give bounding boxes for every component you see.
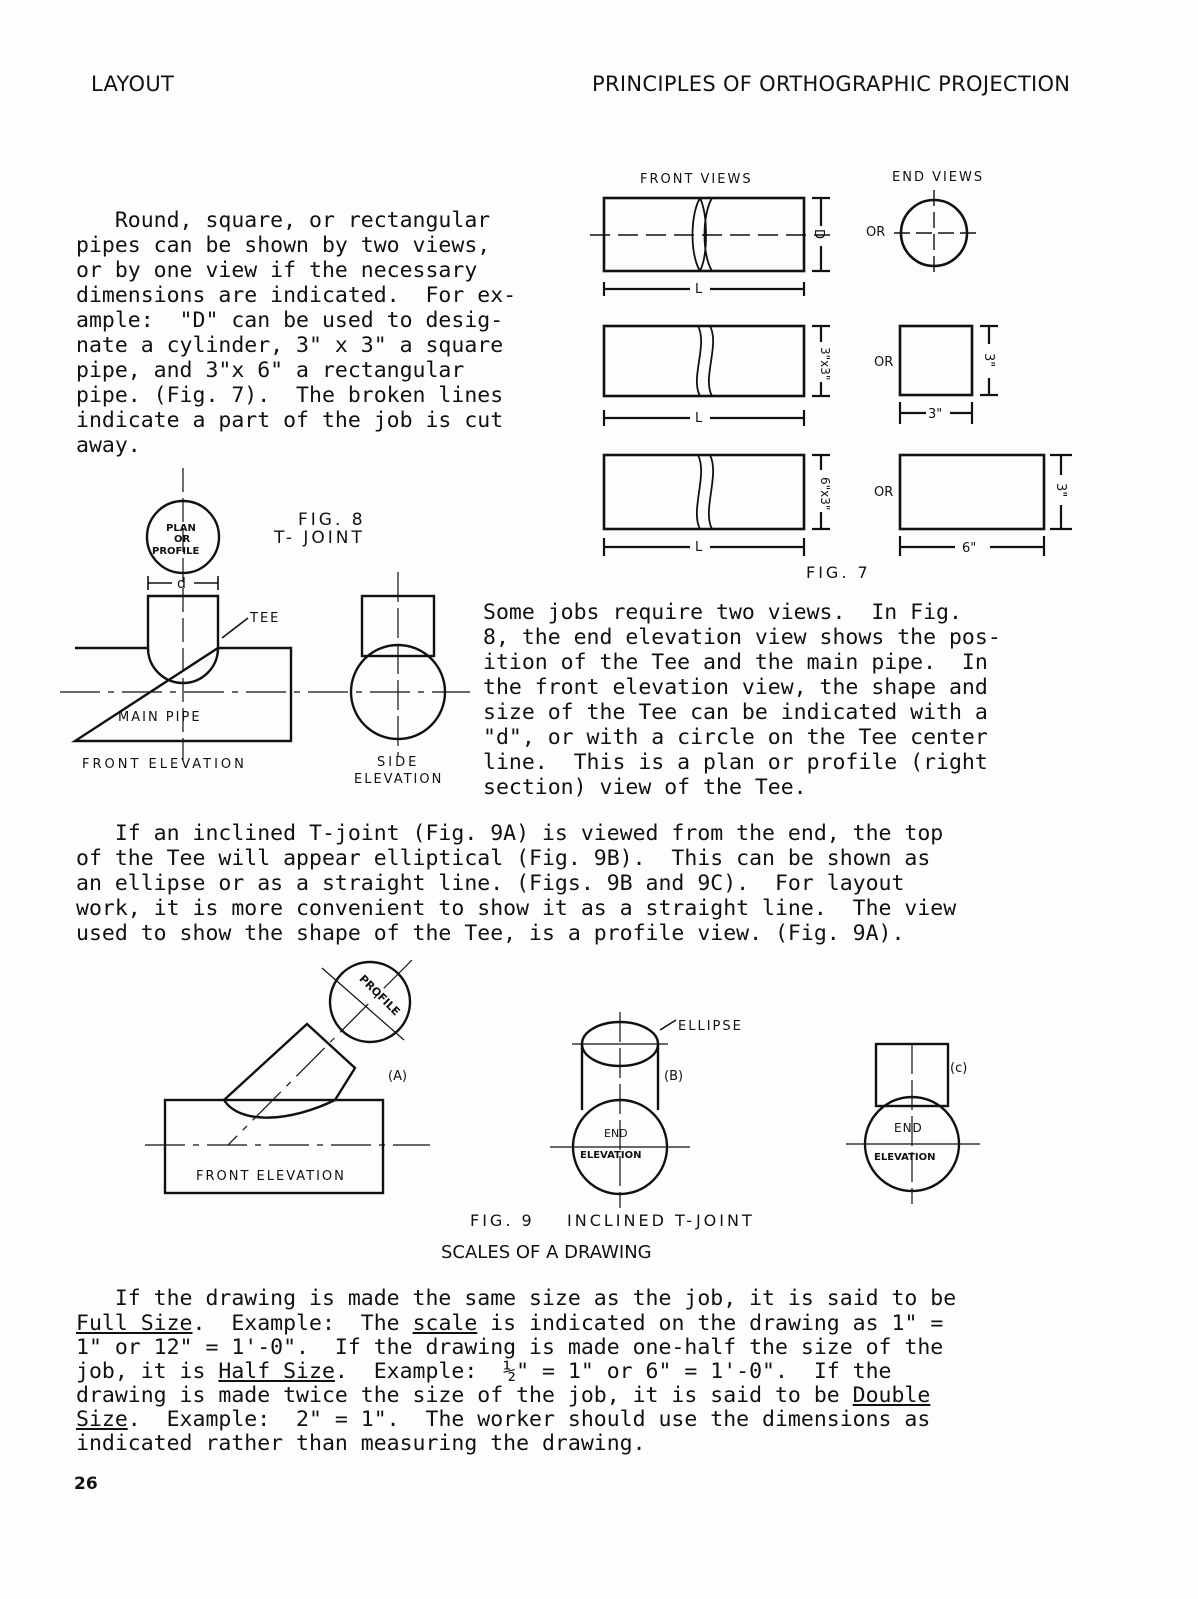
fig8-or-label: OR bbox=[174, 534, 191, 545]
paragraph-line: Some jobs require two views. In Fig. bbox=[483, 600, 962, 625]
paragraph-line: 8, the end elevation view shows the pos- bbox=[483, 625, 1001, 650]
paragraph-line: ample: "D" can be used to desig- bbox=[76, 308, 504, 333]
paragraph-line: line. This is a plan or profile (right bbox=[483, 750, 988, 775]
fig9-caption: FIG. 9 INCLINED T-JOINT bbox=[470, 1211, 755, 1230]
header-left: LAYOUT bbox=[91, 72, 175, 96]
paragraph-line: of the Tee will appear elliptical (Fig. 9B). This can be shown as bbox=[76, 846, 931, 871]
fig9-elevation-label-c: ELEVATION bbox=[874, 1152, 936, 1163]
fig7-l-label: L bbox=[695, 540, 703, 555]
paragraph-line: indicated rather than measuring the drawing. bbox=[76, 1431, 646, 1456]
paragraph-line bbox=[76, 1359, 892, 1384]
paragraph-line: size of the Tee can be indicated with a bbox=[483, 700, 988, 725]
text-span: . Example: 2" = 1". The worker should use the dimensions as bbox=[127, 1407, 931, 1432]
paragraph-line: used to show the shape of the Tee, is a profile view. (Fig. 9A). bbox=[76, 921, 905, 946]
paragraph-line: section) view of the Tee. bbox=[483, 775, 807, 800]
fig7-or-label: OR bbox=[866, 225, 886, 240]
paragraph-line: Round, square, or rectangular bbox=[76, 208, 491, 233]
fig7-dim-3x3: 3"x3" bbox=[818, 347, 832, 381]
fig7-caption: FIG. 7 bbox=[806, 563, 871, 582]
fig9-b-label: (B) bbox=[664, 1069, 684, 1084]
fig9-elevation-label: ELEVATION bbox=[580, 1150, 642, 1161]
paragraph-line: or by one view if the necessary bbox=[76, 258, 478, 283]
fig7-or-label: OR bbox=[874, 355, 894, 370]
paragraph-line: indicate a part of the job is cut bbox=[76, 408, 504, 433]
paragraph-line: If the drawing is made the same size as the job, it is said to be bbox=[76, 1286, 957, 1311]
fig7-dim-3-right: 3" bbox=[1053, 483, 1068, 498]
paragraph-line: 1" or 12" = 1'-0". If the drawing is made one-half the size of the bbox=[76, 1335, 944, 1360]
fig8-side-label: SIDE bbox=[377, 755, 420, 770]
fig9-profile-label: PROFILE bbox=[356, 972, 403, 1019]
fig8-main-pipe-label: MAIN PIPE bbox=[118, 710, 202, 725]
paragraph-line: pipes can be shown by two views, bbox=[76, 233, 491, 258]
fig7-dim-3-horizontal: 3" bbox=[928, 407, 943, 422]
header-right: PRINCIPLES OF ORTHOGRAPHIC PROJECTION bbox=[592, 72, 1071, 96]
fig9-end-label-c: END bbox=[894, 1121, 923, 1135]
page-number: 26 bbox=[74, 1474, 98, 1494]
fig8-front-elevation-label: FRONT ELEVATION bbox=[82, 757, 247, 772]
paragraph-line: away. bbox=[76, 433, 141, 458]
fig9-a-label: (A) bbox=[388, 1069, 408, 1084]
fig9-c-label: (c) bbox=[950, 1061, 968, 1076]
fig8-side-elevation-label: ELEVATION bbox=[354, 772, 444, 787]
fig7-end-views-label: END VIEWS bbox=[892, 170, 985, 185]
full-size-term: Full Size bbox=[76, 1311, 193, 1336]
paragraph-line bbox=[76, 1407, 930, 1432]
paragraph-line: ition of the Tee and the main pipe. In bbox=[483, 650, 988, 675]
fig8-title: FIG. 8 bbox=[298, 510, 366, 530]
paragraph-line bbox=[76, 1311, 943, 1336]
double-size-term: Double bbox=[852, 1383, 931, 1408]
paragraph-line: nate a cylinder, 3" x 3" a square bbox=[76, 333, 504, 358]
fig8-plan-label: PLAN bbox=[166, 523, 196, 534]
text-span: is indicated on the drawing as 1" = bbox=[477, 1311, 944, 1336]
fig9-front-elevation-label: FRONT ELEVATION bbox=[196, 1169, 346, 1184]
text-span: . Example: The bbox=[192, 1311, 413, 1336]
fig7-l-label: L bbox=[695, 282, 703, 297]
text-span: job, it is bbox=[76, 1359, 219, 1384]
fig8-tee-label: TEE bbox=[250, 611, 281, 626]
paragraph-line: dimensions are indicated. For ex- bbox=[76, 283, 517, 308]
fig9-ellipse-label: ELLIPSE bbox=[678, 1019, 743, 1034]
fig7-dim-6: 6" bbox=[962, 541, 977, 556]
fig7-l-label: L bbox=[695, 411, 703, 426]
paragraph-line: an ellipse or as a straight line. (Figs. 9B and 9C). For layout bbox=[76, 871, 905, 896]
fig8-subtitle: T- JOINT bbox=[274, 528, 365, 548]
fig7-or-label: OR bbox=[874, 485, 894, 500]
fig8-d-label: d bbox=[177, 576, 186, 592]
fig7-front-views-label: FRONT VIEWS bbox=[640, 172, 753, 187]
fig8-profile-label: PROFILE bbox=[152, 546, 200, 557]
text-span: . Example: ½" = 1" or 6" = 1'-0". If the bbox=[334, 1359, 892, 1384]
paragraph-line: pipe, and 3"x 6" a rectangular bbox=[76, 358, 465, 383]
half-size-term: Half Size bbox=[218, 1359, 335, 1384]
scales-heading: SCALES OF A DRAWING bbox=[441, 1242, 652, 1263]
fig7-d-label: D bbox=[811, 229, 826, 240]
fig7-dim-3: 3" bbox=[981, 353, 996, 368]
paragraph-line bbox=[76, 1383, 930, 1408]
fig9-end-label: END bbox=[604, 1127, 628, 1140]
fig7-dim-6x3: 6"x3" bbox=[818, 477, 832, 511]
paragraph-line: the front elevation view, the shape and bbox=[483, 675, 988, 700]
paragraph-line: pipe. (Fig. 7). The broken lines bbox=[76, 383, 504, 408]
scale-term: scale bbox=[412, 1311, 478, 1336]
paragraph-line: "d", or with a circle on the Tee center bbox=[483, 725, 988, 750]
text-span: drawing is made twice the size of the job, it is said to be bbox=[76, 1383, 853, 1408]
paragraph-line: work, it is more convenient to show it as a straight line. The view bbox=[76, 896, 957, 921]
size-term: Size bbox=[76, 1407, 128, 1432]
paragraph-line: If an inclined T-joint (Fig. 9A) is viewed from the end, the top bbox=[76, 821, 944, 846]
